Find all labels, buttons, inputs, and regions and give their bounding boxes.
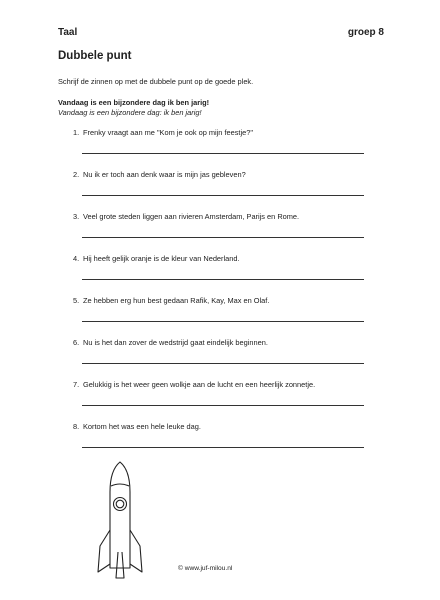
answer-line[interactable]	[82, 237, 364, 238]
question-text: Nu is het dan zover de wedstrijd gaat eindelijk beginnen.	[83, 338, 268, 347]
question-number: 4.	[73, 254, 80, 263]
question-number: 7.	[73, 380, 80, 389]
question-number: 6.	[73, 338, 80, 347]
answer-line[interactable]	[82, 195, 364, 196]
question-text: Kortom het was een hele leuke dag.	[83, 422, 201, 431]
page-title: Dubbele punt	[58, 50, 132, 62]
question-number: 3.	[73, 212, 80, 221]
answer-line[interactable]	[82, 405, 364, 406]
question-number: 5.	[73, 296, 80, 305]
subject-label: Taal	[58, 27, 78, 38]
answer-line[interactable]	[82, 363, 364, 364]
question-item-4	[73, 254, 373, 284]
rocket-icon	[80, 460, 160, 590]
question-number: 8.	[73, 422, 80, 431]
question-text: Nu ik er toch aan denk waar is mijn jas gebleven?	[83, 170, 246, 179]
question-item-1	[73, 128, 373, 158]
question-item-6	[73, 338, 373, 368]
question-item-3	[73, 212, 373, 242]
question-number: 1.	[73, 128, 80, 137]
question-text: Veel grote steden liggen aan rivieren Amsterdam, Parijs en Rome.	[83, 212, 300, 221]
question-item-5	[73, 296, 373, 326]
question-item-7	[73, 380, 373, 410]
answer-line[interactable]	[82, 153, 364, 154]
question-text: Frenky vraagt aan me "Kom je ook op mijn feestje?"	[83, 128, 253, 137]
question-text: Gelukkig is het weer geen wolkje aan de lucht en een heerlijk zonnetje.	[83, 380, 316, 389]
question-text: Ze hebben erg hun best gedaan Rafik, Kay, Max en Olaf.	[83, 296, 270, 305]
question-item-8	[73, 422, 373, 452]
example-sentence: Vandaag is een bijzondere dag ik ben jarig!	[58, 98, 210, 107]
question-item-2	[73, 170, 373, 200]
copyright-footer: © www.juf-milou.nl	[178, 565, 233, 572]
answer-line[interactable]	[82, 279, 364, 280]
example-answer: Vandaag is een bijzondere dag: ik ben jarig!	[58, 108, 202, 117]
answer-line[interactable]	[82, 321, 364, 322]
question-number: 2.	[73, 170, 80, 179]
answer-line[interactable]	[82, 447, 364, 448]
grade-label: groep 8	[347, 27, 384, 38]
instruction-text: Schrijf de zinnen op met de dubbele punt op de goede plek.	[58, 77, 254, 86]
question-text: Hij heeft gelijk oranje is de kleur van Nederland.	[83, 254, 240, 263]
